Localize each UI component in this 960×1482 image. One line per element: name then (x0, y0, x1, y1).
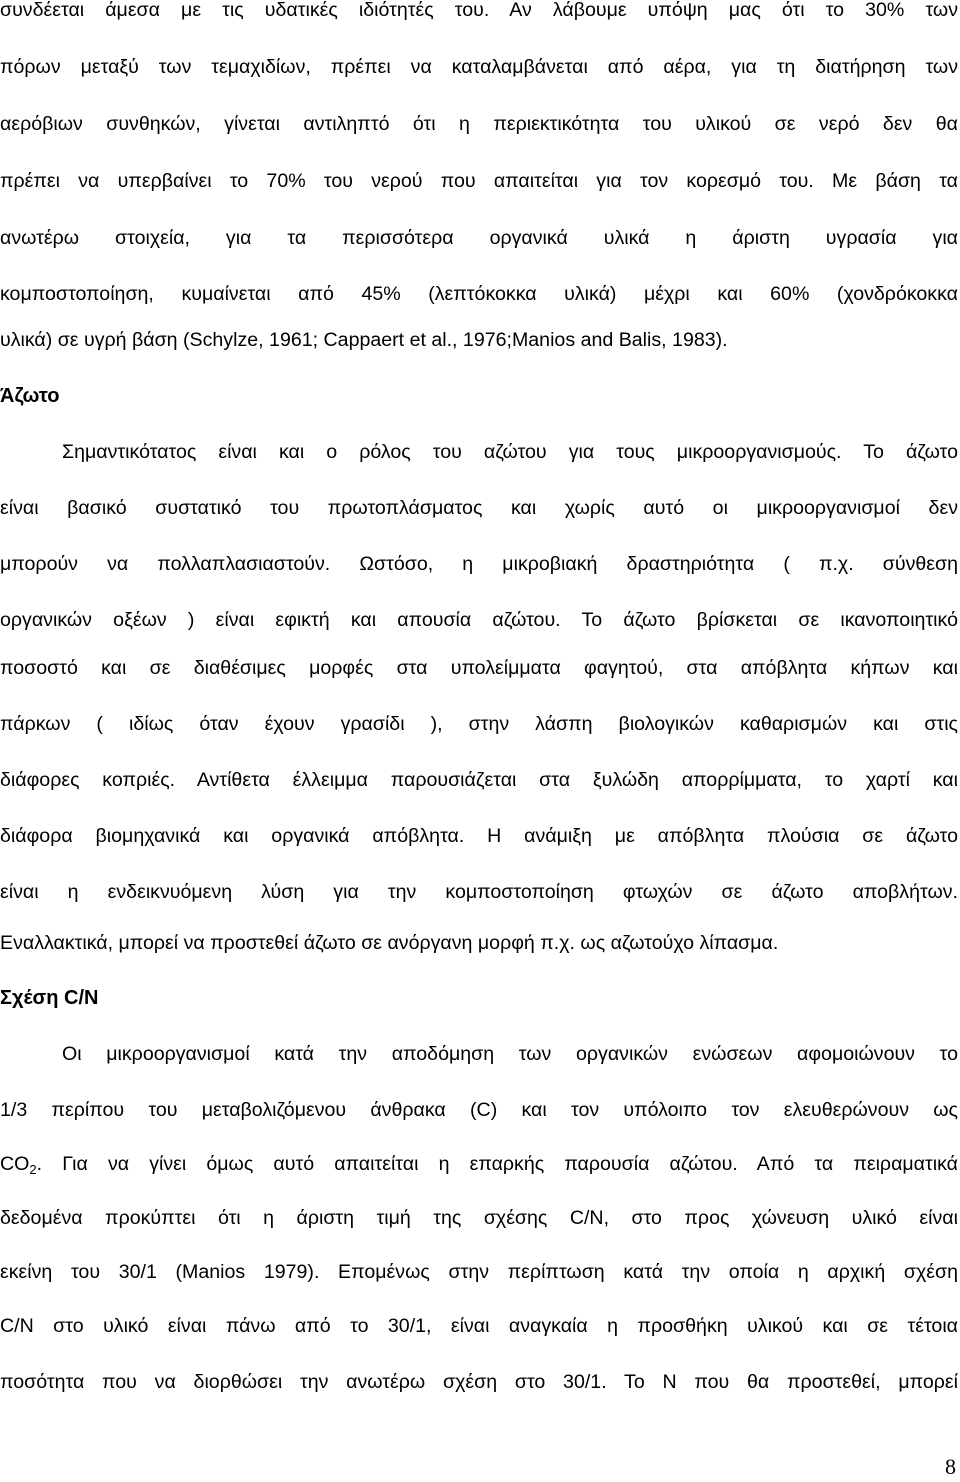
paragraph-line: ποσοστό και σε διαθέσιμες μορφές στα υπολείμματα φαγητού, στα απόβλητα κήπων και (0, 657, 958, 679)
paragraph-line-co2 (0, 1148, 958, 1180)
paragraph-line: συνδέεται άμεσα με τις υδατικές ιδιότητές του. Αν λάβουμε υπόψη μας ότι το 30% των (0, 0, 958, 21)
paragraph-line: είναι βασικό συστατικό του πρωτοπλάσματος και χωρίς αυτό οι μικροοργανισμοί δεν (0, 497, 958, 519)
paragraph-line: δεδομένα προκύπτει ότι η άριστη τιμή της σχέσης C/N, στο προς χώνευση υλικό είναι (0, 1207, 958, 1229)
paragraph-line: μπορούν να πολλαπλασιαστούν. Ωστόσο, η μικροβιακή δραστηριότητα ( π.χ. σύνθεση (0, 553, 958, 575)
section-heading-nitrogen: Άζωτο (0, 385, 60, 407)
paragraph-line: κομποστοποίηση, κυμαίνεται από 45% (λεπτόκοκκα υλικά) μέχρι και 60% (χονδρόκοκκα (0, 283, 958, 305)
paragraph-line: αερόβιων συνθηκών, γίνεται αντιληπτό ότι η περιεκτικότητα του υλικού σε νερό δεν θα (0, 113, 958, 135)
paragraph-line: διάφορα βιομηχανικά και οργανικά απόβλητα. Η ανάμιξη με απόβλητα πλούσια σε άζωτο (0, 825, 958, 847)
paragraph-line: ποσότητα που να διορθώσει την ανωτέρω σχέση στο 30/1. Το N που θα προστεθεί, μπορεί (0, 1371, 958, 1393)
paragraph-line: Εναλλακτικά, μπορεί να προστεθεί άζωτο σε ανόργανη μορφή π.χ. ως αζωτούχο λίπασμα. (0, 932, 779, 954)
paragraph-line: υλικά) σε υγρή βάση (Schylze, 1961; Cappaert et al., 1976;Manios and Balis, 1983). (0, 329, 728, 351)
paragraph-line: ανωτέρω στοιχεία, για τα περισσότερα οργανικά υλικά η άριστη υγρασία για (0, 227, 958, 249)
paragraph-line: 1/3 περίπου του μεταβολιζόμενου άνθρακα (C) και τον υπόλοιπο τον ελευθερώνουν ως (0, 1099, 958, 1121)
co2-formula: CO (0, 1153, 30, 1175)
paragraph-line: πάρκων ( ιδίως όταν έχουν γρασίδι ), στην λάσπη βιολογικών καθαρισμών και στις (0, 713, 958, 735)
paragraph-line: οργανικών οξέων ) είναι εφικτή και απουσία αζώτου. Το άζωτο βρίσκεται σε ικανοποιητικό (0, 609, 958, 631)
paragraph-line: C/N στο υλικό είναι πάνω από το 30/1, είναι αναγκαία η προσθήκη υλικού και σε τέτοια (0, 1315, 958, 1337)
page-number: 8 (945, 1454, 956, 1479)
paragraph-line: Οι μικροοργανισμοί κατά την αποδόμηση των οργανικών ενώσεων αφομοιώνουν το (62, 1043, 958, 1065)
paragraph-line: πόρων μεταξύ των τεμαχιδίων, πρέπει να καταλαμβάνεται από αέρα, για τη διατήρηση των (0, 56, 958, 78)
paragraph-line: διάφορες κοπριές. Αντίθετα έλλειμμα παρουσιάζεται στα ξυλώδη απορρίμματα, το χαρτί και (0, 769, 958, 791)
paragraph-line: εκείνη του 30/1 (Manios 1979). Επομένως στην περίπτωση κατά την οποία η αρχική σχέση (0, 1261, 958, 1283)
co2-subscript: 2 (29, 1162, 37, 1177)
section-heading-cn-ratio: Σχέση C/N (0, 987, 99, 1009)
co2-line-rest: . Για να γίνει όμως αυτό απαιτείται η επαρκής παρουσία αζώτου. Από τα πειραματικά (36, 1153, 958, 1175)
paragraph-line: Σημαντικότατος είναι και ο ρόλος του αζώτου για τους μικροοργανισμούς. Το άζωτο (62, 441, 958, 463)
paragraph-line: είναι η ενδεικνυόμενη λύση για την κομποστοποίηση φτωχών σε άζωτο αποβλήτων. (0, 881, 958, 903)
paragraph-line: πρέπει να υπερβαίνει το 70% του νερού που απαιτείται για τον κορεσμό του. Με βάση τα (0, 170, 958, 192)
